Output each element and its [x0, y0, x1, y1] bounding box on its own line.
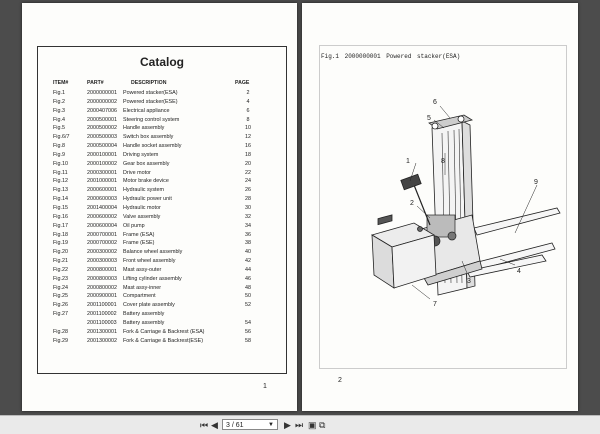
- table-row: [38, 169, 286, 178]
- cell-part: 2001000001: [87, 178, 117, 185]
- battery: [372, 215, 436, 288]
- viewer-toolbar: [0, 415, 600, 434]
- cell-description: Steering control system: [123, 116, 180, 123]
- table-row: [38, 116, 286, 125]
- cell-part: 2000407006: [87, 107, 117, 114]
- callout-3: 3: [467, 278, 471, 285]
- cell-item: Fig.6/7: [53, 134, 70, 141]
- table-row: [38, 328, 286, 337]
- cell-page: 16: [245, 143, 251, 150]
- table-row: [38, 151, 286, 160]
- table-row: [38, 239, 286, 248]
- cell-description: Motor brake device: [123, 178, 169, 185]
- cell-part: 2000500003: [87, 134, 117, 141]
- cell-part: 2000100001: [87, 151, 117, 158]
- cell-part: 2001100003: [87, 319, 117, 326]
- catalog-rows: [38, 89, 286, 345]
- cell-item: Fig.23: [53, 275, 68, 282]
- cell-item: Fig.2: [53, 98, 65, 105]
- next-page-icon[interactable]: ▶: [284, 420, 291, 430]
- cell-page: 48: [245, 284, 251, 291]
- cell-part: 2000600001: [87, 187, 117, 194]
- cell-part: 2000500001: [87, 116, 117, 123]
- cell-item: Fig.22: [53, 266, 68, 273]
- cell-page: 18: [245, 151, 251, 158]
- table-row: [38, 231, 286, 240]
- stacker-illustration: [302, 3, 578, 411]
- cell-part: 2000600004: [87, 222, 117, 229]
- cell-description: Powered stacker(ESE): [123, 98, 178, 105]
- cell-description: Battery assembly: [123, 311, 165, 318]
- table-row: [38, 310, 286, 319]
- cell-page: 2: [246, 90, 250, 96]
- cell-part: 2000000001: [87, 90, 117, 96]
- header-description: DESCRIPTION: [131, 80, 167, 86]
- cell-description: Front wheel assembly: [123, 258, 176, 265]
- table-row: [38, 98, 286, 107]
- cell-page: 58: [245, 337, 251, 344]
- cell-part: 2000900001: [87, 293, 117, 300]
- left-page-number: 1: [263, 383, 267, 390]
- cell-description: Powered stacker(ESA): [123, 90, 178, 96]
- table-row: [38, 204, 286, 213]
- chevron-down-icon: ▼: [268, 422, 274, 428]
- cell-description: Frame (ESA): [123, 231, 155, 238]
- header-page: PAGE: [235, 80, 250, 86]
- cell-part: 2001400004: [87, 204, 117, 211]
- cell-description: Battery assembly: [123, 319, 165, 326]
- callout-7: 7: [433, 301, 437, 308]
- cell-description: Mast assy-inner: [123, 284, 162, 291]
- cell-item: Fig.29: [53, 337, 68, 344]
- cell-part: 2000000002: [87, 98, 117, 105]
- cell-description: Compartment: [123, 293, 156, 300]
- cell-page: 34: [245, 222, 251, 229]
- table-row: [38, 248, 286, 257]
- table-row: [38, 195, 286, 204]
- cell-description: Hydraulic power unit: [123, 196, 172, 203]
- cell-page: 20: [245, 160, 251, 167]
- table-row: [38, 124, 286, 133]
- cell-page: 30: [245, 204, 251, 211]
- cell-part: 2001300002: [87, 337, 117, 344]
- cell-item: Fig.3: [53, 107, 65, 114]
- cell-page: 28: [245, 196, 251, 203]
- cell-page: 10: [245, 125, 251, 132]
- callout-2: 2: [410, 200, 414, 207]
- control-handle: [401, 174, 430, 225]
- cell-description: Cover plate assembly: [123, 302, 175, 309]
- cell-page: 38: [245, 240, 251, 247]
- cell-page: 44: [245, 266, 251, 273]
- figure-caption: Fig.1 2000000001 Powered stacker(ESA): [321, 53, 461, 60]
- table-row: [38, 301, 286, 310]
- cell-item: Fig.19: [53, 240, 68, 247]
- table-row: [38, 89, 286, 98]
- table-row: [38, 107, 286, 116]
- callout-8: 8: [441, 158, 445, 165]
- cell-part: 2000300003: [87, 258, 117, 265]
- table-row: [38, 186, 286, 195]
- cell-part: 2000500002: [87, 125, 117, 132]
- callout-1: 1: [406, 158, 410, 165]
- cell-item: Fig.13: [53, 187, 68, 194]
- table-row: [38, 222, 286, 231]
- cell-part: 2000800002: [87, 284, 117, 291]
- cell-description: Fork & Carriage & Backrest(ESE): [123, 337, 203, 344]
- cell-item: Fig.8: [53, 143, 65, 150]
- table-row: [38, 275, 286, 284]
- cell-item: Fig.10: [53, 160, 68, 167]
- cell-description: Drive motor: [123, 169, 151, 176]
- cell-item: Fig.20: [53, 249, 68, 256]
- cell-description: Balance wheel assembly: [123, 249, 183, 256]
- first-page-icon[interactable]: ⏮: [200, 420, 209, 430]
- table-row: [38, 266, 286, 275]
- cell-description: Oil pump: [123, 222, 145, 229]
- callout-6: 6: [433, 99, 437, 106]
- catalog-table: [37, 46, 287, 374]
- cell-item: Fig.11: [53, 169, 68, 176]
- cell-item: Fig.24: [53, 284, 68, 291]
- cell-page: 36: [245, 231, 251, 238]
- cell-page: 22: [245, 169, 251, 176]
- callout-4: 4: [517, 268, 521, 275]
- cell-description: Handle socket assembly: [123, 143, 182, 150]
- cell-item: Fig.4: [53, 116, 65, 123]
- header-item: ITEM#: [53, 80, 69, 86]
- cell-item: Fig.25: [53, 293, 68, 300]
- cell-description: Mast assy-outer: [123, 266, 162, 273]
- cell-item: Fig.14: [53, 196, 68, 203]
- cell-description: Electrical appliance: [123, 107, 170, 114]
- cell-part: 2000700002: [87, 240, 117, 247]
- previous-page-icon[interactable]: ◀: [211, 420, 218, 430]
- cell-part: 2000700001: [87, 231, 117, 238]
- cell-page: 54: [245, 319, 251, 326]
- cell-part: 2000600003: [87, 196, 117, 203]
- cell-page: 6: [246, 107, 250, 114]
- right-page-number: 2: [338, 377, 342, 384]
- table-row: [38, 337, 286, 346]
- cell-page: 32: [245, 213, 251, 220]
- cell-item: Fig.16: [53, 213, 68, 220]
- cell-description: Handle assembly: [123, 125, 165, 132]
- table-row: [38, 133, 286, 142]
- table-row: [38, 160, 286, 169]
- table-row: [38, 319, 286, 328]
- cell-page: 52: [245, 302, 251, 309]
- cell-page: 42: [245, 258, 251, 265]
- cell-page: 24: [245, 178, 251, 185]
- cell-item: Fig.17: [53, 222, 68, 229]
- cell-item: Fig.28: [53, 328, 68, 335]
- table-row: [38, 213, 286, 222]
- cell-page: 12: [245, 134, 251, 141]
- cell-part: 2000800003: [87, 275, 117, 282]
- cell-page: 8: [246, 116, 250, 123]
- cell-page: 46: [245, 275, 251, 282]
- table-row: [38, 142, 286, 151]
- catalog-title: Catalog: [139, 55, 184, 69]
- page-selector[interactable]: [222, 419, 278, 430]
- cell-description: Driving system: [123, 151, 159, 158]
- cell-page: 50: [245, 293, 251, 300]
- two-page-view-icon[interactable]: ⧉: [319, 420, 326, 430]
- table-row: [38, 177, 286, 186]
- callout-5: 5: [427, 115, 431, 122]
- table-row: [38, 257, 286, 266]
- cell-page: 26: [245, 187, 251, 194]
- cell-part: 2001100001: [87, 302, 117, 309]
- cell-description: Gear box assembly: [123, 160, 170, 167]
- cell-part: 2001300001: [87, 328, 117, 335]
- cell-item: Fig.5: [53, 125, 65, 132]
- catalog-header-row: [38, 80, 286, 88]
- cell-page: 56: [245, 328, 251, 335]
- left-page: [22, 3, 297, 411]
- right-page: [302, 3, 578, 411]
- header-part: PART#: [87, 80, 104, 86]
- cell-item: Fig.12: [53, 178, 68, 185]
- cell-page: 4: [246, 98, 250, 105]
- table-row: [38, 292, 286, 301]
- cell-part: 2000100002: [87, 160, 117, 167]
- cell-item: Fig.15: [53, 204, 68, 211]
- cell-part: 2000300001: [87, 169, 117, 176]
- cell-description: Switch box assembly: [123, 134, 174, 141]
- cell-part: 2000300002: [87, 249, 117, 256]
- cell-part: 2001100002: [87, 311, 117, 318]
- cell-part: 2000500004: [87, 143, 117, 150]
- cell-part: 2000800001: [87, 266, 117, 273]
- cell-item: Fig.1: [53, 90, 65, 96]
- callout-9: 9: [534, 179, 538, 186]
- cell-item: Fig.26: [53, 302, 68, 309]
- cell-item: Fig.21: [53, 258, 68, 265]
- cell-part: 2000600002: [87, 213, 117, 220]
- table-row: [38, 284, 286, 293]
- page-indicator: 3 / 61: [226, 422, 244, 429]
- cell-description: Hydraulic system: [123, 187, 165, 194]
- cell-description: Lifting cylinder assembly: [123, 275, 182, 282]
- cell-description: Frame (ESE): [123, 240, 155, 247]
- cell-page: 40: [245, 249, 251, 256]
- cell-item: Fig.18: [53, 231, 68, 238]
- single-page-view-icon[interactable]: ▣: [308, 420, 317, 430]
- cell-description: Fork & Carriage & Backrest (ESA): [123, 328, 205, 335]
- cell-description: Hydraulic motor: [123, 204, 161, 211]
- cell-item: Fig.27: [53, 311, 68, 318]
- cell-description: Valve assembly: [123, 213, 161, 220]
- last-page-icon[interactable]: ⏭: [295, 420, 304, 430]
- cell-item: Fig.9: [53, 151, 65, 158]
